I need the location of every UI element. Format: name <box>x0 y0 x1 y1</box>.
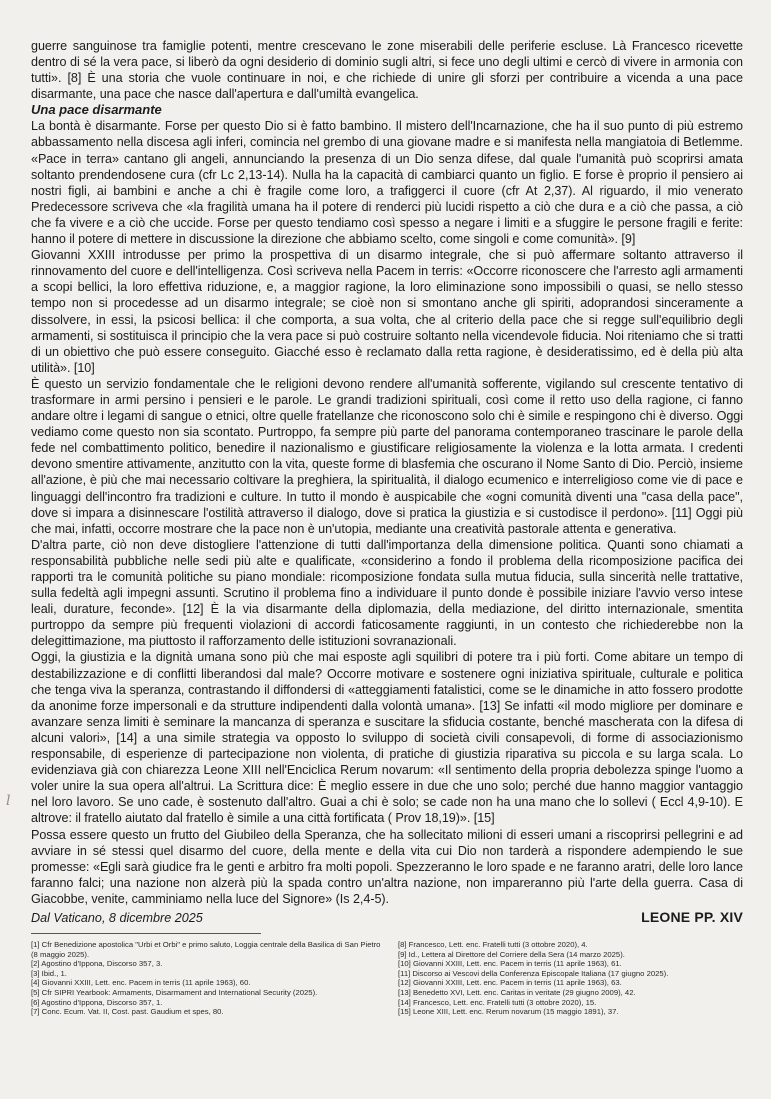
paragraph: D'altra parte, ciò non deve distogliere l'attenzione di tutti dall'importanza della dimensione politica. Quanti sono chiamati a responsabilità pubbliche nelle sedi più alte e qualificate, «considerino a fondo il problema della ricomposizione pacifica dei rapporti tra le comunità politiche su piano mondiale: ricomposizione fondata sulla mutua fiducia, sulla sincerità nelle trattative, sulla fedeltà agli impegni assunti. Scrutino il problema fino a individuare il punto donde è possibile iniziare l'avvio verso intese leali, durature, feconde». [12] È la via disarmante della diplomazia, della mediazione, del diritto internazionale, smentita purtroppo da sempre più frequenti violazioni di accordi faticosamente raggiunti, in un contesto che richiederebbe non la delegittimazione, ma piuttosto il rafforzamento delle istituzioni sovranazionali. <box>31 537 743 649</box>
footnote: [5] Cfr SIPRI Yearbook: Armaments, Disarmament and International Security (2025). <box>31 987 318 997</box>
paragraph: Possa essere questo un frutto del Giubileo della Speranza, che ha sollecitato milioni di esseri umani a riscoprirsi pellegrini e ad avviare in sé stessi quel disarmo del cuore, della mente e della vita cui Dio non tarderà a rispondere adempiendo le sue promesse: «Egli sarà giudice fra le genti e arbitro fra molti popoli. Spezzeranno le loro spade e ne faranno aratri, delle loro lance faranno falci; una nazione non alzerà più la spada contro un'altra nazione, non impareranno più l'arte della guerra. Casa di Giacobbe, venite, camminiamo nella luce del Signore» (Is 2,4-5). <box>31 827 743 906</box>
paragraph: Oggi, la giustizia e la dignità umana sono più che mai esposte agli squilibri di potere tra i più forti. Come abitare un tempo di destabilizzazione e di conflitti liberandosi dal male? Occorre motivare e sostenere ogni iniziativa spirituale, culturale e politica che tenga viva la speranza, contrastando il diffondersi di «atteggiamenti fatalistici, come se le dinamiche in atto fossero prodotte da anonime forze impersonali e da strutture indipendenti dalla volontà umana». [13] Se infatti «il modo migliore per dominare e avanzare senza limiti è seminare la mancanza di speranza e suscitare la sfiducia costante, benché mascherata con la difesa di alcuni valori», [14] a una simile strategia va opposto lo sviluppo di società civili consapevoli, di forme di associazionismo responsabile, di esperienze di partecipazione non violenta, di pratiche di giustizia riparativa su piccola e su larga scala. Lo evidenziava già con chiarezza Leone XIII nell'Enciclica Rerum novarum: «Il sentimento della propria debolezza spinge l'uomo a voler unire la sua opera all'altrui. La Scrittura dice: È meglio essere in due che uno solo; perché due hanno maggior vantaggio nel loro lavoro. Se uno cade, è sostenuto dall'altro. Guai a chi è solo; se cade non ha una mano che lo sollevi ( Eccl 4,9-10). E altrove: il fratello aiutato dal fratello è simile a una città fortificata ( Prov 18,19)». [15] <box>31 650 743 826</box>
footnote-divider <box>31 933 261 934</box>
signature: LEONE PP. XIV <box>641 908 743 925</box>
footnote: [1] Cfr Benedizione apostolica "Urbi et Orbi" e primo saluto, Loggia centrale della Basilica di San Pietro (8 maggio 2025). <box>31 939 381 959</box>
footnote: [4] Giovanni XXIII, Lett. enc. Pacem in terris (11 aprile 1963), 60. <box>31 978 251 988</box>
paragraph: guerre sanguinose tra famiglie potenti, mentre crescevano le zone miserabili delle periferie escluse. Là Francesco ricevette dentro di sé la vera pace, si liberò da ogni desiderio di dominio sugli altri, si fece uno degli ultimi e cercò di vivere in armonia con tutti». [8] È una storia che vuole continuare in noi, e che richiede di unire gli sforzi per contribuire a vicenda a una pace disarmante, una pace che nasce dall'apertura e dall'umiltà evangelica. <box>31 39 743 102</box>
paragraph: È questo un servizio fondamentale che le religioni devono rendere all'umanità sofferente, vigilando sul crescente tentativo di trasformare in armi persino i pensieri e le parole. Le grandi tradizioni spirituali, così come il retto uso della ragione, ci fanno andare oltre i legami di sangue o etnici, oltre quelle fratellanze che riconoscono solo chi è simile e respingono chi è diverso. Oggi vediamo come questo non sia scontato. Purtroppo, fa sempre più parte del panorama contemporaneo trascinare le parole della fede nel combattimento politico, benedire il nazionalismo e giustificare religiosamente la violenza e la lotta armata. I credenti devono smentire attivamente, anzitutto con la vita, queste forme di blasfemia che oscurano il Nome Santo di Dio. Perciò, insieme all'azione, è più che mai necessario coltivare la preghiera, la spiritualità, il dialogo ecumenico e interreligioso come vie di pace e linguaggi dell'incontro fra tradizioni e culture. In tutto il mondo è auspicabile che «ogni comunità diventi una "casa della pace", dove si impara a disinnescare l'ostilità attraverso il dialogo, dove si pratica la giustizia e si custodisce il perdono». [11] Oggi più che mai, infatti, occorre mostrare che la pace non è un'utopia, mediante una creatività pastorale attenta e generativa. <box>31 376 743 536</box>
footnotes <box>31 940 743 1017</box>
section-paragraphs <box>31 118 743 907</box>
section-title: Una pace disarmante <box>31 102 162 118</box>
message-body <box>31 38 743 907</box>
footnote: [8] Francesco, Lett. enc. Fratelli tutti (3 ottobre 2020), 4. <box>398 939 588 949</box>
footnotes-left-column <box>31 940 381 1017</box>
paragraph: Giovanni XXIII introdusse per primo la prospettiva di un disarmo integrale, che si può affermare soltanto attraverso il rinnovamento del cuore e dell'intelligenza. Così scriveva nella Pacem in terris: «Occorre riconoscere che l'arresto agli armamenti a scopi bellici, la loro effettiva riduzione, e, a maggior ragione, la loro eliminazione sono impossibili o quasi, se nello stesso tempo non si procedesse ad un disarmo integrale; se cioè non si smontano anche gli spiriti, adoprandosi sinceramente a dissolvere, in essi, la psicosi bellica: il che comporta, a sua volta, che al criterio della pace che si regge sull'equilibrio degli armamenti, si sostituisca il principio che la vera pace si può costruire soltanto nella vicendevole fiducia. Noi riteniamo che si tratti di un obiettivo che può essere conseguito. Giacché esso è reclamato dalla retta ragione, è desideratissimo, ed è della più alta utilità». [10] <box>31 248 743 375</box>
footnote: [12] Giovanni XXIII, Lett. enc. Pacem in terris (11 aprile 1963), 63. <box>398 978 622 988</box>
footnote: [7] Conc. Ecum. Vat. II, Cost. past. Gaudium et spes, 80. <box>31 1007 224 1017</box>
footnote: [14] Francesco, Lett. enc. Fratelli tutti (3 ottobre 2020), 15. <box>398 997 597 1007</box>
footnotes-right-column <box>398 940 743 1017</box>
footnote: [10] Giovanni XXIII, Lett. enc. Pacem in terris (11 aprile 1963), 61. <box>398 959 622 969</box>
margin-mark: l <box>6 793 11 809</box>
closing <box>31 909 743 926</box>
footnote: [6] Agostino d'Ippona, Discorso 357, 1. <box>31 997 163 1007</box>
footnote: [11] Discorso ai Vescovi della Conferenza Episcopale Italiana (17 giugno 2025). <box>398 968 669 978</box>
intro-paragraphs <box>31 38 743 102</box>
dateline: Dal Vaticano, 8 dicembre 2025 <box>31 910 203 925</box>
paragraph: La bontà è disarmante. Forse per questo Dio si è fatto bambino. Il mistero dell'Incarnazione, che ha il suo punto di più estremo abbassamento nella discesa agli inferi, comincia nel grembo di una giovane madre e si manifesta nella mangiatoia di Betlemme. «Pace in terra» cantano gli angeli, annunciando la presenza di un Dio senza difese, dal quale l'umanità può scoprirsi amata soltanto prendendosene cura (cfr Lc 2,13-14). Nulla ha la capacità di cambiarci quanto un figlio. E forse è proprio il pensiero ai nostri figli, ai bambini e anche a chi è fragile come loro, a trafiggerci il cuore (cfr At 2,37). Al riguardo, il mio venerato Predecessore scriveva che «la fragilità umana ha il potere di renderci più lucidi rispetto a ciò che dura e a ciò che passa, a ciò che fa vivere e a ciò che uccide. Forse per questo tendiamo così spesso a negare i limiti e a sfuggire le persone fragili e ferite: hanno il potere di mettere in discussione la direzione che abbiamo scelto, come singoli e come comunità». [9] <box>31 119 743 247</box>
footnote: [2] Agostino d'Ippona, Discorso 357, 3. <box>31 959 163 969</box>
footnote: [15] Leone XIII, Lett. enc. Rerum novarum (15 maggio 1891), 37. <box>398 1007 619 1017</box>
footnote: [9] Id., Lettera al Direttore del Corriere della Sera (14 marzo 2025). <box>398 949 625 959</box>
footnote: [13] Benedetto XVI, Lett. enc. Caritas in veritate (29 giugno 2009), 42. <box>398 987 636 997</box>
document-page <box>31 38 743 1017</box>
footnote: [3] Ibid., 1. <box>31 968 67 978</box>
